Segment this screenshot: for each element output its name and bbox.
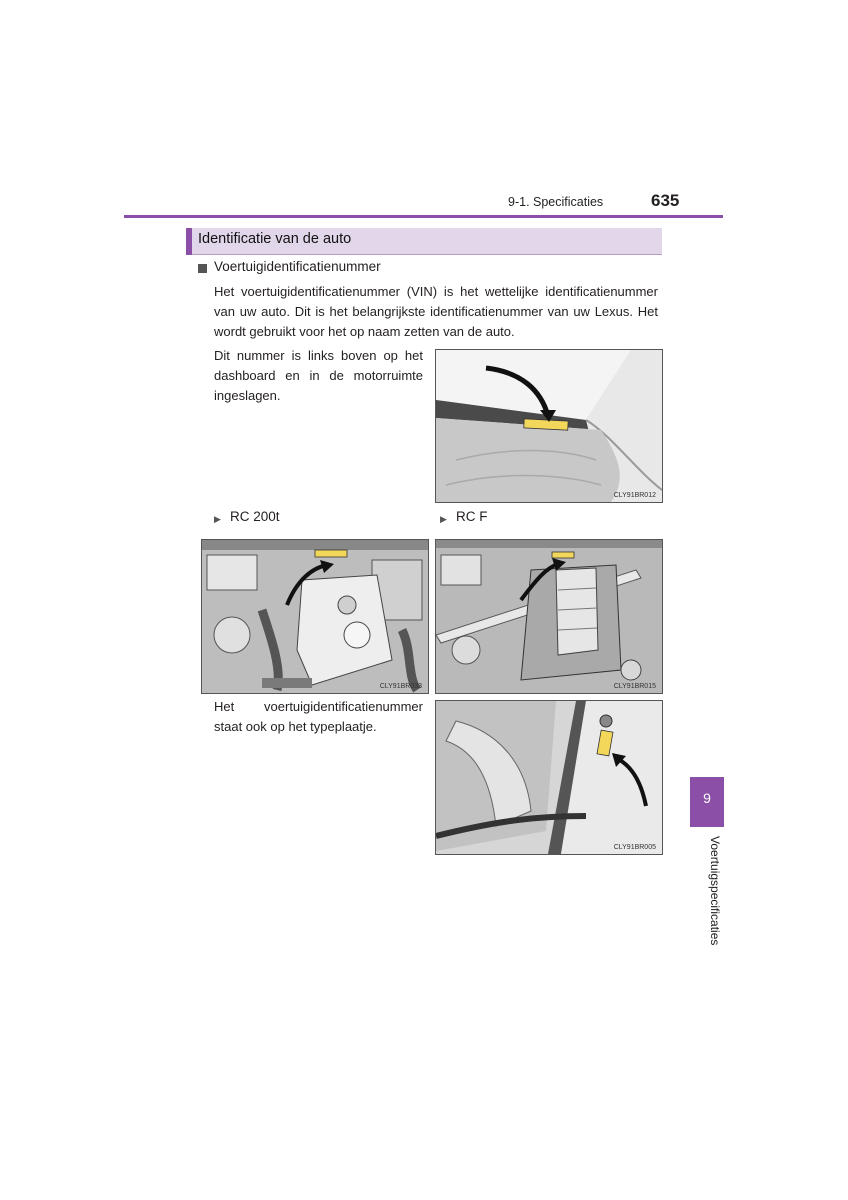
type-plate-illustration: [436, 701, 662, 854]
dashboard-illustration: [436, 350, 662, 502]
rcf-engine-figure: [435, 539, 663, 694]
location-line-2: dashboard en in de motorruimte: [214, 368, 423, 383]
plate-line-1: Het voertuigidentificatienummer: [214, 699, 423, 714]
section-title-accent: [186, 228, 192, 255]
section-title: Identificatie van de auto: [198, 231, 352, 247]
page-number: 635: [651, 191, 680, 210]
variant-label-rcf: RC F: [456, 509, 488, 524]
location-line-1: Dit nummer is links boven op het: [214, 348, 423, 363]
image-code: CLY91BR033: [379, 683, 422, 690]
triangle-right-icon: ▶: [214, 514, 221, 524]
rc200t-engine-figure: [201, 539, 429, 694]
intro-line-1: Het voertuigidentificatienummer (VIN) is het wettelijke identificatienummer: [214, 284, 658, 299]
intro-line-2: van uw auto. Dit is het belangrijkste identificatienummer van uw Lexus. Het: [214, 304, 658, 319]
triangle-right-icon: ▶: [440, 514, 447, 524]
location-line-3: ingeslagen.: [214, 388, 281, 403]
plate-line-2: staat ook op het typeplaatje.: [214, 719, 377, 734]
subsection-title: Voertuigidentificatienummer: [214, 259, 381, 274]
intro-line-3: wordt gebruikt voor het op naam zetten van de auto.: [214, 324, 515, 339]
chapter-tab-label: Voertuigspecificaties: [708, 836, 722, 946]
rcf-engine-illustration: [436, 540, 662, 693]
running-header-section: 9-1. Specificaties: [508, 195, 604, 209]
image-code: CLY91BR015: [613, 683, 656, 690]
rc200t-engine-illustration: [202, 540, 428, 693]
type-plate-figure: [435, 700, 663, 855]
dashboard-vin-figure: [435, 349, 663, 503]
header-rule: [124, 215, 723, 218]
variant-label-rc200t: RC 200t: [230, 509, 280, 524]
square-bullet-icon: [198, 264, 207, 273]
chapter-tab-number: 9: [690, 777, 724, 827]
image-code: CLY91BR012: [613, 492, 656, 499]
image-code: CLY91BR005: [613, 844, 656, 851]
